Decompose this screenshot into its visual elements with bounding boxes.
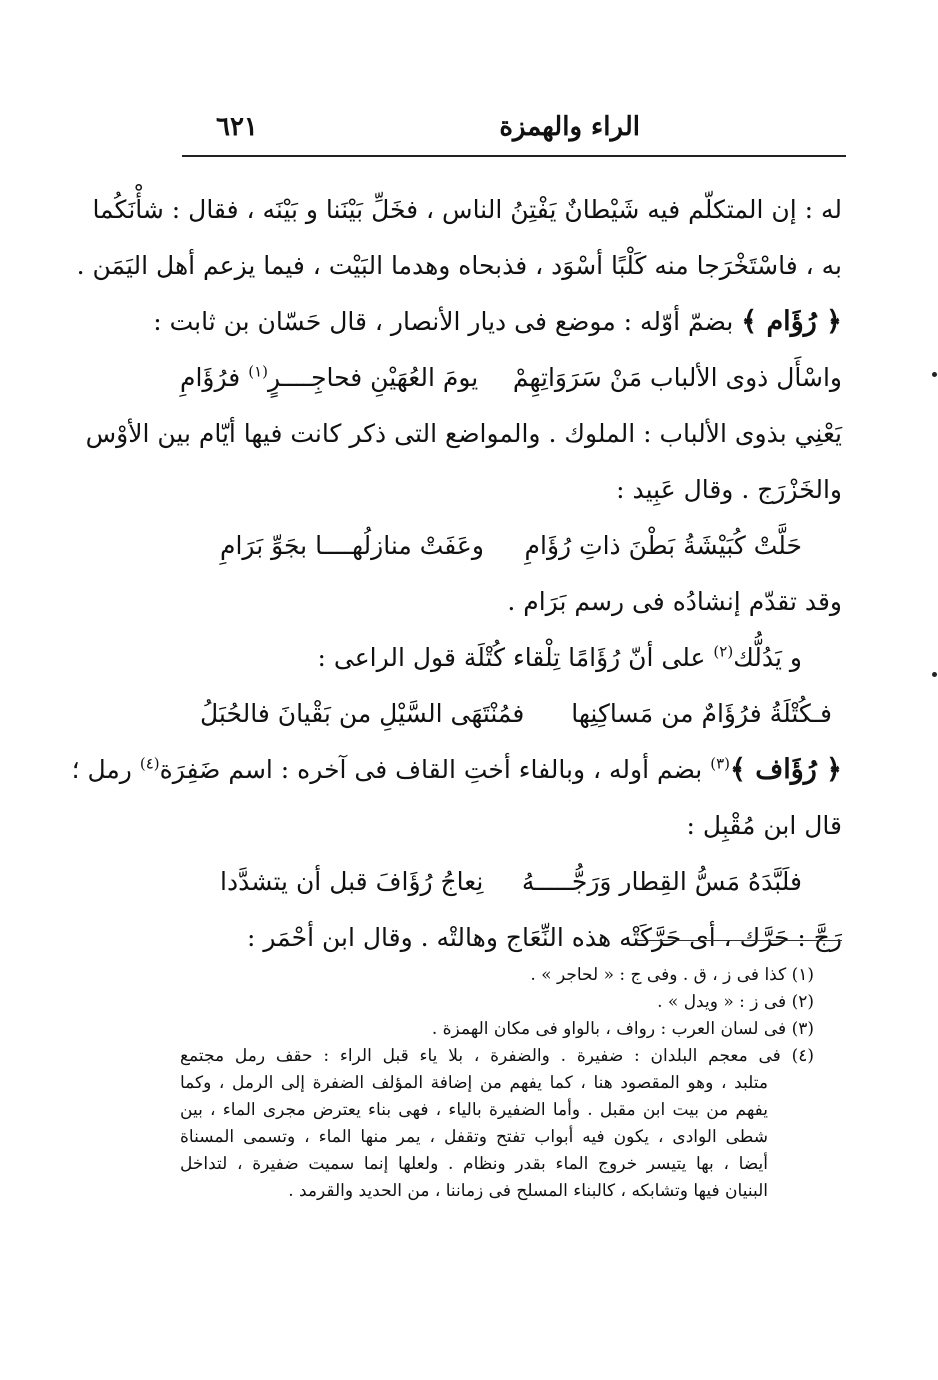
- verse-second-hemistich: وعَفَتْ منازلُهــــا بجَوِّ بَرَامِ: [220, 531, 484, 560]
- text-line: [180, 630, 842, 686]
- footnote-rule: [636, 940, 842, 941]
- verse-second-hemistich: نِعاجُ رُؤَافَ قبل أن يتشدَّدا: [220, 867, 484, 896]
- footnote-continuation: متلبد ، وهو المقصود هنا ، كما يفهم من إضافة المؤلف الضفرة إلى الرمل ، وكما: [180, 1073, 768, 1093]
- footnote: (١) كذا فى ز ، ق . وفى ج : « لحاجر » .: [530, 965, 814, 985]
- entry-headword: ﴿ رُؤَاف ﴾: [729, 754, 842, 785]
- main-text: [71, 182, 842, 966]
- text-line: به ، فاسْتَخْرَجا منه كَلْبًا أسْوَد ، فذبحاه وهدما البَيْت ، فيما يزعم أهل اليَمَن .: [76, 251, 842, 280]
- entry-line: [71, 742, 842, 798]
- footnote: (٣) فى لسان العرب : رواف ، بالواو فى مكان الهمزة .: [431, 1019, 814, 1039]
- verse-text: يومَ العُهَيْنِ فحاجِــــرٍ: [267, 363, 479, 392]
- entry-text: بضم أوله ، وبالفاء أختِ القاف فى آخره : اسم ضَفِرَة: [159, 755, 703, 784]
- page-header: [180, 100, 845, 150]
- footnote-continuation: أيضا ، بها يتيسر خروج الماء بقدر ونظام . ولعلها إنما سميت ضفيرة ، لتداخل: [180, 1154, 768, 1174]
- text-line: يَعْنِي بذوى الألباب : الملوك . والمواضع التى ذكر كانت فيها أيّام بين الأوْس: [85, 419, 842, 448]
- text-line: والخَزْرَج . وقال عَبِيد :: [616, 475, 842, 504]
- text-line: له : إن المتكلّم فيه شَيْطانٌ يَفْتِنُ الناس ، فخَلِّ بَيْنَنا و بَيْنَه ، فقال : شأْنَكُما: [92, 195, 842, 224]
- header-rule: [182, 155, 846, 157]
- text-line: وقد تقدّم إنشادُه فى رسم بَرَام .: [507, 587, 842, 616]
- entry-text: بضمّ أوّله : موضع فى ديار الأنصار ، قال حَسّان بن ثابت :: [153, 307, 734, 336]
- text-line: قال ابن مُقْبِل :: [686, 811, 842, 840]
- text-span: و يَدُلُّك: [733, 643, 802, 672]
- footnote-continuation: شطى الوادى ، يكون فيه أبواب تفتح وتقفل ، يمر منها الماء ، وتسمى المسناة: [180, 1127, 768, 1147]
- footnote-ref: (٢): [713, 642, 734, 661]
- verse-second-hemistich: [180, 350, 478, 406]
- page-number: ٦٢١: [216, 112, 258, 142]
- footnote: (٤) فى معجم البلدان : ضفيرة . والضفرة ، بلا ياء قبل الراء : حقف رمل مجتمع: [180, 1046, 814, 1066]
- verse-first-hemistich: فـكُتْلَةُ فرُؤَامٌ من مَساكِنِها: [571, 699, 832, 728]
- margin-mark: [932, 672, 937, 677]
- footnotes: [180, 962, 814, 1205]
- entry-line: [153, 294, 842, 350]
- footnote: (٢) فى ز : « ويدل » .: [657, 992, 814, 1012]
- verse-first-hemistich: فلَبَّدَهُ مَسُّ القِطار وَرَجُّـــــهُ: [521, 867, 802, 896]
- verse-first-hemistich: حَلَّتْ كُبَيْشَةُ بَطْنَ ذاتِ رُؤَامِ: [524, 531, 802, 560]
- verse-line: [180, 854, 842, 910]
- verse-first-hemistich: واسْأَل ذوى الألباب مَنْ سَرَوَاتِهِمْ: [512, 363, 842, 392]
- footnote-ref: (٤): [139, 754, 160, 773]
- verse-second-hemistich: فمُنْتَهَى السَّيْلِ من بَقْيانَ فالحُبَلُ: [200, 699, 525, 728]
- verse-text: فرُؤَامِ: [180, 363, 241, 392]
- footnote-ref: (٣): [710, 754, 730, 773]
- entry-headword: ﴿ رُؤَام ﴾: [741, 306, 842, 337]
- text-span: على أنّ رُؤَامًا تِلْقاء كُتْلَة قول الراعى :: [317, 643, 706, 672]
- margin-mark: [932, 372, 937, 377]
- verse-line: [180, 686, 842, 742]
- footnote-ref: (١): [248, 362, 268, 381]
- running-title: الراء والهمزة: [499, 112, 640, 142]
- verse-line: [180, 518, 842, 574]
- footnote-continuation: البنيان فيها وتشابكه ، كالبناء المسلح فى زماننا ، من الحديد والقرمد .: [288, 1181, 768, 1201]
- entry-text: رمل ؛: [71, 755, 132, 784]
- footnote-continuation: يفهم من بيت ابن مقبل . وأما الضفيرة بالياء ، فهى بناء يعترض مجرى الماء ، بين: [180, 1100, 768, 1120]
- text-line: رَجَّ : حَرَّك ، أى حَرَّكَتْه هذه النِّعَاج وهالتْه . وقال ابن أحْمَر :: [247, 923, 842, 952]
- verse-line: [180, 350, 842, 406]
